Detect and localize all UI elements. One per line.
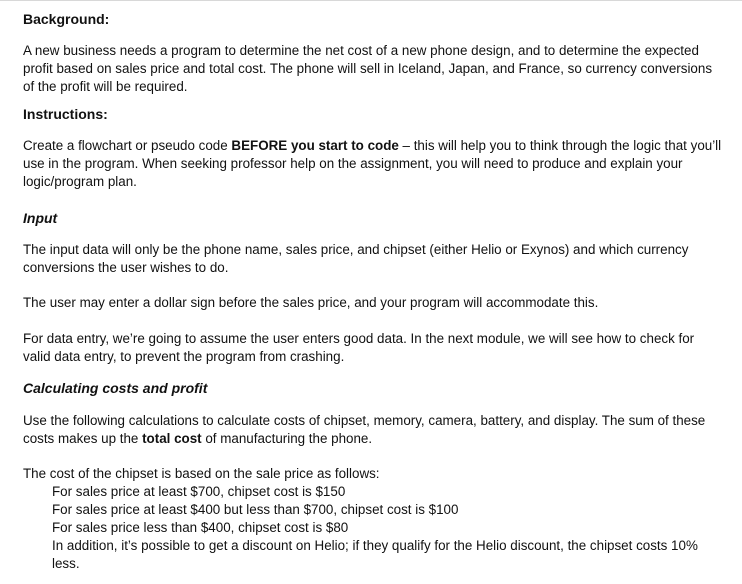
input-paragraph-3: For data entry, we’re going to assume the user enters good data. In the next module, we will see how to check for valid data entry, to prevent the program from crashing. [23,331,695,364]
chipset-rule-2: For sales price at least $400 but less than $700, chipset cost is $100 [52,502,459,517]
instructions-heading: Instructions: [23,106,108,122]
costs-heading: Calculating costs and profit [23,380,208,396]
instructions-text-start: Create a flowchart or pseudo code [23,138,232,153]
costs-paragraph [23,412,723,448]
input-heading: Input [23,210,58,226]
input-paragraph-2: The user may enter a dollar sign before the sales price, and your program will accommodate this. [23,295,599,310]
input-paragraph-1: The input data will only be the phone name, sales price, and chipset (either Helio or Exynos) and which currency conversions the user wishes to do. [23,242,689,275]
instructions-emphasis: BEFORE you start to code [231,138,399,153]
costs-emphasis: total cost [142,431,202,446]
background-heading: Background: [23,11,110,27]
background-paragraph: A new business needs a program to determine the net cost of a new phone design, and to determine the expected profit based on sales price and total cost. The phone will sell in Iceland, Japan, and France, so currency conversions of the profit will be required. [23,43,713,94]
chipset-rule-4: In addition, it’s possible to get a discount on Helio; if they qualify for the Helio discount, the chipset costs 10% less. [52,538,698,571]
chipset-rule-3: For sales price less than $400, chipset cost is $80 [52,520,349,535]
costs-text-end: of manufacturing the phone. [201,431,373,446]
instructions-text-end: – this will help you to think through the logic that you’ll use in the program. When seeking professor help on the assignment, you will need to produce and explain your logic/program plan. [23,138,722,189]
chipset-rule-1: For sales price at least $700, chipset cost is $150 [52,484,346,499]
chipset-intro: The cost of the chipset is based on the sale price as follows: [23,466,380,481]
costs-text-start: Use the following calculations to calculate costs of chipset, memory, camera, battery, and display. The sum of these costs makes up the [23,413,706,446]
instructions-paragraph [23,137,723,191]
